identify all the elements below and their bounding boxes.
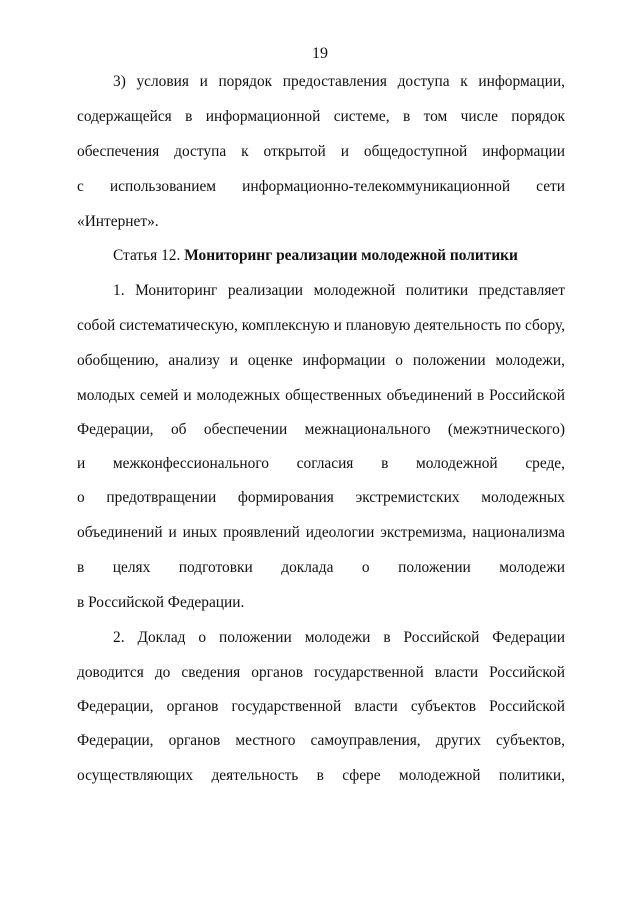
text-line: объединений и иных проявлений идеологии экстремизма, национализма (77, 524, 565, 541)
text-line: о предотвращении формирования экстремистских молодежных (77, 489, 565, 506)
text-line: Федерации, органов государственной власти субъектов Российской (77, 698, 565, 715)
article-heading (113, 247, 601, 265)
text-line: 3) условия и порядок предоставления доступа к информации, (113, 73, 565, 90)
text-line: «Интернет». (77, 213, 159, 230)
text-line: с использованием информационно-телекоммуникационной сети (77, 178, 565, 195)
page-number: 19 (312, 45, 328, 62)
text-line: доводится до сведения органов государственной власти Российской (77, 664, 565, 681)
text-line: Федерации, об обеспечении межнационального (межэтнического) (77, 421, 565, 438)
text-line: содержащейся в информационной системе, в том числе порядок (77, 108, 565, 125)
text-line: молодых семей и молодежных общественных объединений в Российской (77, 387, 565, 404)
text-line: обеспечения доступа к открытой и общедоступной информации (77, 143, 565, 160)
article-title: Мониторинг реализации молодежной политики (184, 247, 518, 264)
text-line: в целях подготовки доклада о положении молодежи (77, 559, 565, 576)
text-line: обобщению, анализу и оценке информации о положении молодежи, (77, 352, 565, 369)
text-line: 2. Доклад о положении молодежи в Российской Федерации (113, 629, 565, 646)
text-line: и межконфессионального согласия в молодежной среде, (77, 455, 565, 472)
text-line: осуществляющих деятельность в сфере молодежной политики, (77, 767, 565, 784)
text-line: Федерации, органов местного самоуправления, других субъектов, (77, 732, 565, 749)
article-number: Статья 12. (113, 247, 181, 264)
text-line: собой систематическую, комплексную и плановую деятельность по сбору, (77, 317, 565, 334)
text-line: 1. Мониторинг реализации молодежной политики представляет (113, 282, 565, 299)
text-line: в Российской Федерации. (77, 594, 245, 611)
